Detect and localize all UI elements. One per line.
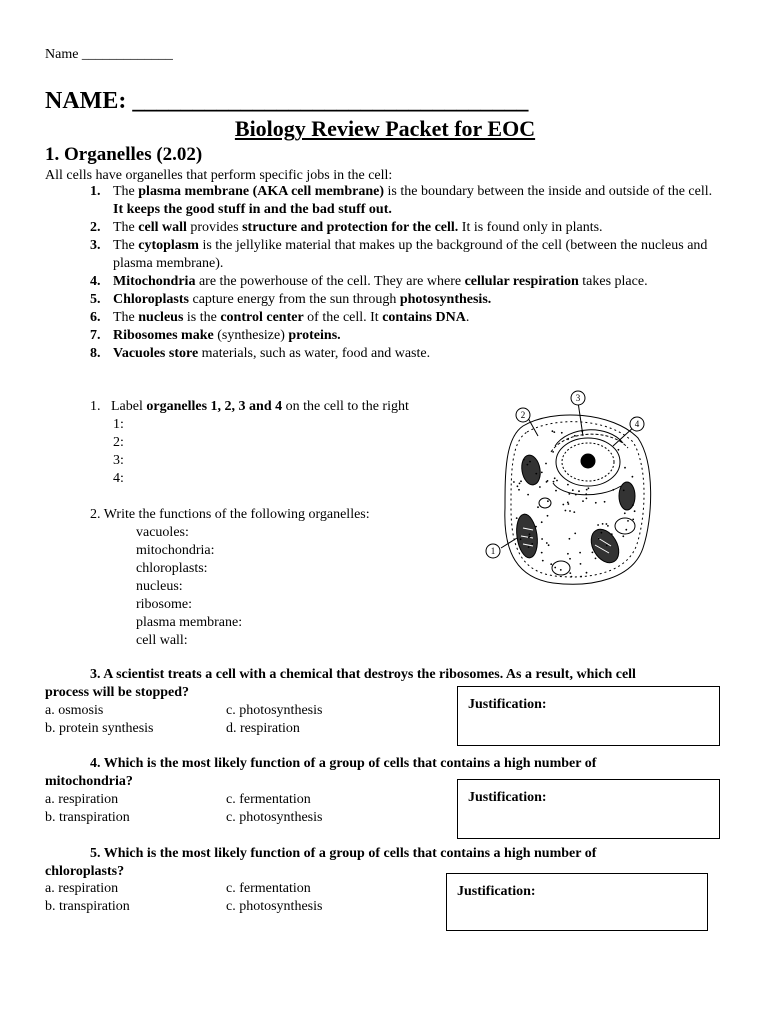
function-item: cell wall:	[136, 633, 188, 648]
ribosome-dot	[517, 485, 519, 487]
ribosome-dot	[516, 517, 518, 519]
ribosome-dot	[598, 538, 600, 540]
organelle-item-number: 1.	[90, 184, 101, 199]
ribosome-dot	[571, 576, 573, 578]
vacuole-shape	[539, 498, 551, 508]
ribosome-dot	[586, 498, 588, 500]
mc5-option-d[interactable]: c. photosynthesis	[226, 899, 323, 914]
organelle-item-number: 5.	[90, 292, 101, 307]
organelle-text-run: The	[113, 220, 139, 235]
justification-box-5[interactable]	[446, 873, 708, 931]
organelle-item-number: 6.	[90, 310, 101, 325]
ribosome-dot	[541, 521, 543, 523]
organelle-item	[45, 219, 725, 237]
organelle-item	[45, 183, 725, 219]
organelle-text-run: plasma membrane (AKA cell membrane)	[138, 184, 384, 199]
organelle-item-number: 3.	[90, 238, 101, 253]
ribosome-dot	[567, 553, 569, 555]
organelle-text-run: proteins.	[288, 328, 341, 343]
organelle-text-run: materials, such as water, food and waste.	[198, 346, 431, 361]
ribosome-dot	[547, 515, 549, 517]
ribosome-dot	[547, 480, 549, 482]
organelle-text-run: .	[465, 310, 470, 325]
page-title: Biology Review Packet for EOC	[234, 116, 536, 141]
organelle-text-run: is the boundary between the inside and outside of the cell.	[384, 184, 713, 199]
ribosome-dot	[541, 538, 543, 540]
ribosome-dot	[528, 546, 530, 548]
ribosome-dot	[541, 472, 543, 474]
organelle-text-run: Vacuoles store	[113, 346, 199, 361]
ribosome-dot	[585, 493, 587, 495]
ribosome-dot	[578, 490, 580, 492]
mc3-option-d[interactable]: d. respiration	[226, 721, 300, 736]
organelle-item	[45, 309, 725, 327]
function-item: vacuoles:	[136, 525, 189, 540]
organelle-text-run: The	[113, 184, 139, 199]
label-question-post: on the cell to the right	[282, 399, 409, 414]
ribosome-dot	[561, 432, 563, 434]
ribosome-dot	[554, 567, 556, 569]
ribosome-dot	[542, 560, 544, 562]
ribosome-dot	[612, 489, 614, 491]
ribosome-dot	[595, 558, 597, 560]
ribosome-dot	[606, 523, 608, 525]
mc4-option-d[interactable]: c. photosynthesis	[226, 810, 323, 825]
ribosome-dot	[606, 545, 608, 547]
ribosome-dot	[595, 502, 597, 504]
organelle-text-run: structure and protection for the cell.	[242, 220, 459, 235]
ribosome-dot	[579, 552, 581, 554]
ribosome-dot	[625, 529, 627, 531]
ribosome-dot	[588, 487, 590, 489]
diagram-label-1: 1	[490, 546, 496, 556]
mc3-option-a[interactable]: a. osmosis	[45, 703, 104, 718]
nucleolus-shape	[581, 454, 595, 468]
function-item: nucleus:	[136, 579, 183, 594]
organelle-text-run: control center	[220, 310, 304, 325]
mitochondrion-shape	[520, 454, 543, 487]
label-question-pre: Label	[111, 399, 147, 414]
ribosome-dot	[569, 558, 571, 560]
chloroplast-shape	[514, 513, 540, 559]
ribosome-dot	[552, 451, 554, 453]
ribosome-dot	[567, 438, 569, 440]
organelle-text-run: cell wall	[138, 220, 187, 235]
label-blank-2: 2:	[113, 435, 124, 450]
ribosome-dot	[634, 510, 636, 512]
organelle-text-run: The	[113, 238, 139, 253]
ribosome-dot	[567, 502, 569, 504]
ribosome-dot	[529, 536, 531, 538]
label-question	[90, 398, 409, 650]
justification-label: Justification:	[457, 884, 536, 899]
ribosome-dot	[618, 449, 620, 451]
ribosome-dot	[518, 489, 520, 491]
ribosome-dot	[592, 552, 594, 554]
ribosome-dot	[539, 486, 541, 488]
organelle-item	[45, 291, 725, 309]
ribosome-dot	[546, 542, 548, 544]
mc3-option-c[interactable]: c. photosynthesis	[226, 703, 323, 718]
ribosome-dot	[527, 464, 529, 466]
organelle-item-number: 2.	[90, 220, 101, 235]
ribosome-dot	[602, 523, 604, 525]
label-blank-3: 3:	[113, 453, 124, 468]
ribosome-dot	[523, 459, 525, 461]
organelle-text-run: photosynthesis.	[399, 292, 492, 307]
ribosome-dot	[554, 477, 556, 479]
ribosome-dot	[520, 480, 522, 482]
ribosome-dot	[535, 526, 537, 528]
organelle-item-number: 8.	[90, 346, 101, 361]
ribosome-dot	[597, 524, 599, 526]
mc3-option-b[interactable]: b. protein synthesis	[45, 721, 154, 736]
ribosome-dot	[545, 463, 547, 465]
justification-label: Justification:	[468, 697, 547, 712]
ribosome-dot	[513, 481, 515, 483]
organelle-text-run: Mitochondria	[113, 274, 196, 289]
ribosome-dot	[565, 510, 567, 512]
organelle-text-run: capture energy from the sun through	[188, 292, 400, 307]
justification-box-3[interactable]	[457, 686, 720, 746]
function-item: ribosome:	[136, 597, 192, 612]
organelle-text-run: of the cell. It	[303, 310, 383, 325]
diagram-label-4: 4	[634, 419, 640, 429]
organelle-item	[45, 237, 725, 273]
ribosome-dot	[568, 503, 570, 505]
ribosome-dot	[582, 500, 584, 502]
mc4-option-c[interactable]: c. fermentation	[226, 792, 311, 807]
ribosome-dot	[527, 494, 529, 496]
ribosome-dot	[567, 484, 569, 486]
ribosome-dot	[607, 525, 609, 527]
name-line-big: NAME: _________________________________	[45, 88, 529, 114]
organelle-text-run: It keeps the good stuff in and the bad stuff out.	[113, 202, 392, 217]
organelle-text-run: nucleus	[138, 310, 184, 325]
organelle-text-run: (synthesize)	[213, 328, 289, 343]
organelle-text-run: cellular respiration	[464, 274, 579, 289]
ribosome-dot	[601, 532, 603, 534]
ribosome-dot	[550, 563, 552, 565]
organelle-list	[45, 183, 725, 363]
ribosome-dot	[529, 533, 531, 535]
organelle-text-run: are the powerhouse of the cell. They are where	[195, 274, 465, 289]
diagram-label-3: 3	[575, 393, 581, 403]
ribosome-dot	[531, 543, 533, 545]
ribosome-dot	[574, 435, 576, 437]
ribosome-dot	[547, 500, 549, 502]
mc5-option-b[interactable]: b. transpiration	[45, 899, 130, 914]
ribosome-dot	[575, 494, 577, 496]
function-item: chloroplasts:	[136, 561, 208, 576]
organelle-text-run: Chloroplasts	[113, 292, 189, 307]
mc-question-text: process will be stopped?	[45, 685, 190, 700]
ribosome-dot	[560, 569, 562, 571]
organelle-text-run: cytoplasm	[138, 238, 199, 253]
ribosome-dot	[556, 480, 558, 482]
organelle-text-run: is the	[183, 310, 221, 325]
mc-question-text: 5. Which is the most likely function of a group of cells that contains a high number of	[90, 846, 597, 861]
ribosome-dot	[623, 490, 625, 492]
ribosome-dot	[520, 538, 522, 540]
ribosome-dot	[519, 483, 521, 485]
organelle-text-run: Ribosomes make	[113, 328, 214, 343]
organelle-text-run: provides	[186, 220, 243, 235]
organelle-text-run: contains DNA	[382, 310, 466, 325]
ribosome-dot	[632, 476, 634, 478]
justification-box-4[interactable]	[457, 779, 720, 839]
chloroplast-shape	[586, 524, 625, 567]
ribosome-dot	[604, 501, 606, 503]
ribosome-dot	[586, 572, 588, 574]
ribosome-dot	[529, 461, 531, 463]
cell-diagram	[483, 388, 653, 593]
ribosome-dot	[569, 538, 571, 540]
ribosome-dot	[535, 473, 537, 475]
ribosome-dot	[611, 533, 613, 535]
ribosome-dot	[580, 563, 582, 565]
ribosome-dot	[552, 430, 554, 432]
mc4-option-a[interactable]: a. respiration	[45, 792, 119, 807]
section-title: 1. Organelles (2.02)	[45, 144, 203, 165]
ribosome-dot	[624, 467, 626, 469]
ribosome-dot	[586, 489, 588, 491]
ribosome-dot	[573, 511, 575, 513]
ribosome-dot	[622, 535, 624, 537]
ribosome-dot	[580, 576, 582, 578]
ribosome-dot	[555, 490, 557, 492]
organelle-text-run: It is found only in plants.	[458, 220, 603, 235]
organelle-item	[45, 273, 725, 291]
organelle-item-number: 4.	[90, 274, 101, 289]
mc-question-text: chloroplasts?	[45, 864, 125, 879]
diagram-label-2: 2	[520, 410, 526, 420]
section-intro: All cells have organelles that perform specific jobs in the cell:	[45, 168, 393, 183]
mc-question-text: 4. Which is the most likely function of a group of cells that contains a high number of	[90, 756, 597, 771]
label-question-num: 1.	[90, 399, 101, 414]
organelle-text-run: is the jellylike material that makes up the background of the cell (between the nucleus and plasma membrane).	[113, 238, 708, 271]
label-blank-1: 1:	[113, 417, 124, 432]
mc-question-text: mitochondria?	[45, 774, 133, 789]
ribosome-dot	[569, 572, 571, 574]
ribosome-dot	[624, 512, 626, 514]
organelle-item-number: 7.	[90, 328, 101, 343]
ribosome-dot	[541, 552, 543, 554]
label-question-prompt	[90, 398, 409, 416]
organelle-item	[45, 345, 725, 363]
ribosome-dot	[537, 506, 539, 508]
organelle-text-run: takes place.	[578, 274, 648, 289]
function-item: plasma membrane:	[136, 615, 243, 630]
organelle-item	[45, 327, 725, 345]
functions-question-prompt: 2. Write the functions of the following organelles:	[90, 507, 370, 522]
ribosome-dot	[568, 493, 570, 495]
organelle-text-run: The	[113, 310, 139, 325]
ribosome-dot	[553, 431, 555, 433]
label-question-bold: organelles 1, 2, 3 and 4	[146, 399, 283, 414]
function-item: mitochondria:	[136, 543, 215, 558]
ribosome-dot	[572, 489, 574, 491]
mc-question-text: 3. A scientist treats a cell with a chemical that destroys the ribosomes. As a result, which cell	[90, 667, 636, 682]
ribosome-dot	[562, 504, 564, 506]
vacuole-shape	[615, 518, 635, 534]
label-blank-4: 4:	[113, 471, 124, 486]
ribosome-dot	[632, 519, 634, 521]
ribosome-dot	[553, 481, 555, 483]
mc4-option-b[interactable]: b. transpiration	[45, 810, 130, 825]
ribosome-dot	[569, 510, 571, 512]
ribosome-dot	[632, 504, 634, 506]
justification-label: Justification:	[468, 790, 547, 805]
ribosome-dot	[574, 533, 576, 535]
ribosome-dot	[627, 520, 629, 522]
mc5-option-c[interactable]: c. fermentation	[226, 881, 311, 896]
name-line-small: Name _____________	[45, 47, 173, 62]
mc5-option-a[interactable]: a. respiration	[45, 881, 119, 896]
ribosome-dot	[548, 544, 550, 546]
